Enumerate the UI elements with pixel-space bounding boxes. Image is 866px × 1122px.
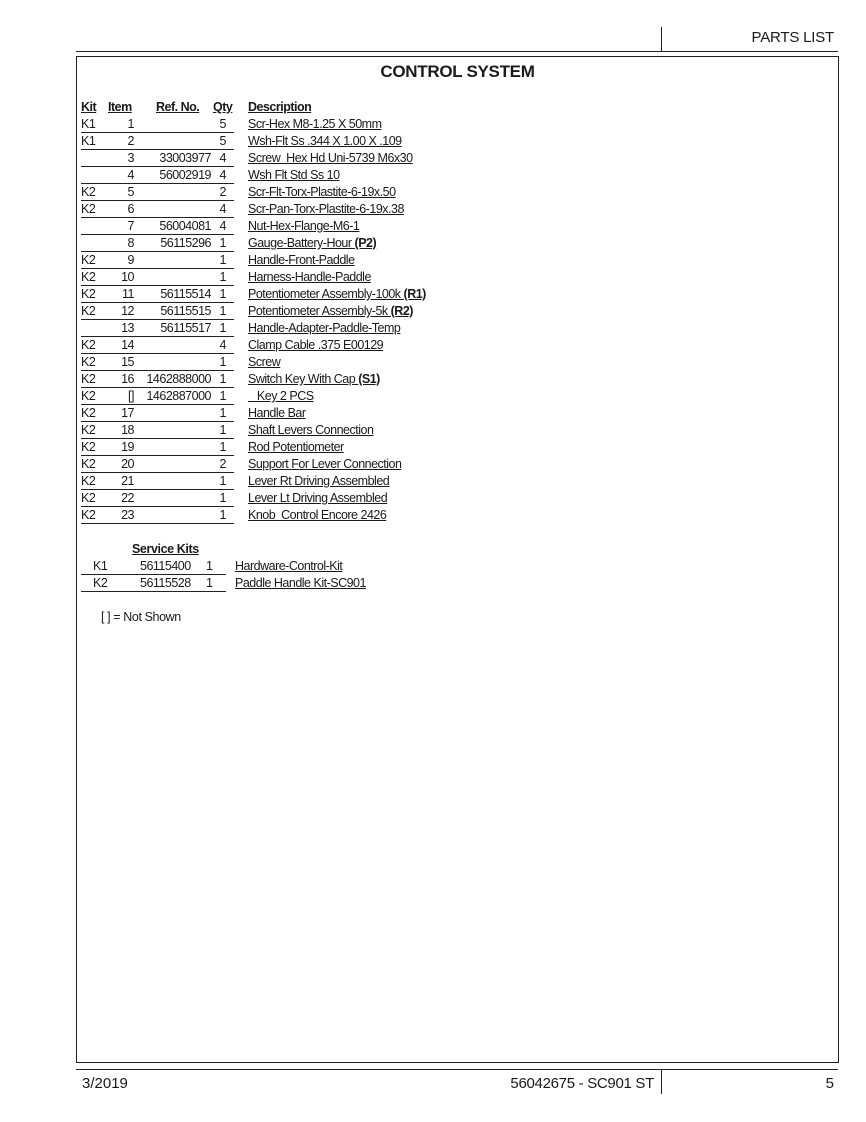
cell-qty: 1 — [219, 270, 226, 284]
cell-qty: 4 — [219, 202, 226, 216]
cell-item: 14 — [121, 338, 134, 352]
cell-description — [248, 457, 401, 471]
cell-item: 11 — [122, 287, 134, 301]
cell-item: 3 — [127, 151, 134, 165]
cell-kit: K1 — [81, 117, 96, 131]
cell-ref: 1462888000 — [146, 372, 211, 386]
description-text: Switch Key With Cap — [248, 372, 359, 386]
cell-qty: 1 — [219, 406, 226, 420]
cell-kit: K2 — [81, 389, 96, 403]
description-text: Support For Lever Connection — [248, 457, 402, 471]
table-row — [0, 338, 866, 354]
table-row — [0, 508, 866, 524]
col-item: Item — [108, 100, 132, 114]
reference-tag: (R1) — [403, 287, 426, 301]
row-underline — [81, 183, 234, 184]
cell-item: 2 — [127, 134, 134, 148]
table-row — [0, 219, 866, 235]
row-underline — [81, 438, 234, 439]
description-text: Harness-Handle-Paddle — [248, 270, 371, 284]
cell-qty: 1 — [219, 423, 226, 437]
cell-item: 6 — [127, 202, 134, 216]
row-underline — [81, 421, 234, 422]
cell-qty: 1 — [219, 304, 226, 318]
cell-qty: 4 — [219, 151, 226, 165]
description-text: Scr-Pan-Torx-Plastite-6-19x.38 — [248, 202, 404, 216]
cell-item: 13 — [121, 321, 134, 335]
row-underline — [81, 370, 234, 371]
description-text: Scr-Flt-Torx-Plastite-6-19x.50 — [248, 185, 396, 199]
row-underline — [81, 506, 234, 507]
cell-qty: 2 — [219, 185, 226, 199]
cell-kit: K2 — [81, 287, 96, 301]
cell-kit: K2 — [81, 270, 96, 284]
cell-item: 19 — [121, 440, 134, 454]
service-kit-row — [0, 576, 866, 592]
cell-kit: K2 — [81, 338, 96, 352]
not-shown-note: [ ] = Not Shown — [101, 610, 181, 624]
table-row — [0, 372, 866, 388]
cell-qty: 1 — [219, 236, 226, 250]
cell-qty: 4 — [219, 168, 226, 182]
description-text: Gauge-Battery-Hour — [248, 236, 355, 250]
row-underline — [81, 200, 234, 201]
cell-item: 23 — [121, 508, 134, 522]
cell-kit: K2 — [81, 508, 96, 522]
description-text: Handle-Adapter-Paddle-Temp — [248, 321, 401, 335]
cell-description — [248, 134, 402, 148]
cell-kit: K2 — [81, 253, 96, 267]
footer-document-number: 56042675 - SC901 ST — [510, 1075, 654, 1092]
cell-kit: K1 — [81, 134, 96, 148]
cell-ref: 56115296 — [160, 236, 211, 250]
row-underline — [81, 455, 234, 456]
row-underline — [81, 472, 234, 473]
cell-kit: K2 — [81, 440, 96, 454]
table-row — [0, 270, 866, 286]
cell-item: 7 — [127, 219, 134, 233]
table-row — [0, 389, 866, 405]
service-kit-qty: 1 — [206, 559, 213, 573]
description-text: Key 2 PCS — [248, 389, 314, 403]
table-row — [0, 253, 866, 269]
table-row — [0, 134, 866, 150]
col-ref: Ref. No. — [156, 100, 200, 114]
cell-description — [248, 338, 383, 352]
table-row — [0, 168, 866, 184]
row-underline — [81, 132, 234, 133]
table-row — [0, 321, 866, 337]
service-kit-id: K1 — [93, 559, 108, 573]
row-underline — [81, 336, 234, 337]
row-underline — [81, 302, 234, 303]
cell-qty: 1 — [219, 491, 226, 505]
row-underline — [81, 217, 234, 218]
cell-item: 22 — [121, 491, 134, 505]
cell-description — [248, 372, 380, 386]
service-kit-row — [0, 559, 866, 575]
cell-item: 21 — [121, 474, 134, 488]
description-text: Wsh-Flt Ss .344 X 1.00 X .109 — [248, 134, 402, 148]
cell-qty: 1 — [219, 321, 226, 335]
row-underline — [81, 591, 226, 592]
cell-item: 1 — [127, 117, 134, 131]
cell-kit: K2 — [81, 202, 96, 216]
cell-description — [248, 253, 355, 267]
cell-qty: 1 — [219, 355, 226, 369]
cell-kit: K2 — [81, 185, 96, 199]
table-row — [0, 151, 866, 167]
service-kit-ref: 56115400 — [140, 559, 191, 573]
cell-item: 15 — [121, 355, 134, 369]
cell-qty: 4 — [219, 219, 226, 233]
service-kit-desc: Hardware-Control-Kit — [235, 559, 343, 573]
cell-kit: K2 — [81, 423, 96, 437]
footer-page-number: 5 — [825, 1075, 834, 1092]
col-qty: Qty — [213, 100, 233, 114]
cell-item: 18 — [121, 423, 134, 437]
description-text: Handle-Front-Paddle — [248, 253, 355, 267]
row-underline — [81, 489, 234, 490]
service-kit-ref: 56115528 — [140, 576, 191, 590]
cell-description — [248, 508, 386, 522]
cell-description — [248, 185, 396, 199]
cell-description — [248, 202, 404, 216]
cell-qty: 1 — [219, 389, 226, 403]
footer-rule — [76, 1069, 838, 1070]
row-underline — [81, 574, 226, 575]
service-kit-qty: 1 — [206, 576, 213, 590]
description-text: Shaft Levers Connection — [248, 423, 374, 437]
table-row — [0, 406, 866, 422]
row-underline — [81, 149, 234, 150]
col-kit: Kit — [81, 100, 97, 114]
cell-description — [248, 491, 387, 505]
page-title: CONTROL SYSTEM — [380, 62, 535, 81]
cell-description — [248, 321, 400, 335]
description-text: Handle Bar — [248, 406, 306, 420]
row-underline — [81, 166, 234, 167]
cell-description — [248, 287, 426, 301]
description-text: Clamp Cable .375 E00129 — [248, 338, 384, 352]
header-section-label: PARTS LIST — [751, 29, 834, 46]
description-text: Nut-Hex-Flange-M6-1 — [248, 219, 360, 233]
cell-description — [248, 355, 280, 369]
cell-item: 17 — [121, 406, 134, 420]
cell-kit: K2 — [81, 304, 96, 318]
row-underline — [81, 234, 234, 235]
cell-description — [248, 168, 340, 182]
table-row — [0, 304, 866, 320]
cell-description — [248, 270, 371, 284]
cell-qty: 4 — [219, 338, 226, 352]
table-row — [0, 491, 866, 507]
description-text: Lever Rt Driving Assembled — [248, 474, 390, 488]
cell-kit: K2 — [81, 372, 96, 386]
cell-kit: K2 — [81, 457, 96, 471]
table-row — [0, 185, 866, 201]
description-text: Knob Control Encore 2426 — [248, 508, 387, 522]
table-row — [0, 117, 866, 133]
cell-ref: 56004081 — [159, 219, 211, 233]
table-row — [0, 457, 866, 473]
table-row — [0, 236, 866, 252]
description-text: Potentiometer Assembly-5k — [248, 304, 391, 318]
col-desc: Description — [248, 100, 312, 114]
cell-ref: 56115514 — [160, 287, 211, 301]
cell-qty: 1 — [219, 508, 226, 522]
cell-kit: K2 — [81, 474, 96, 488]
description-text: Scr-Hex M8-1.25 X 50mm — [248, 117, 382, 131]
cell-ref: 56115517 — [160, 321, 211, 335]
cell-qty: 5 — [219, 134, 226, 148]
cell-qty: 1 — [219, 253, 226, 267]
cell-qty: 5 — [219, 117, 226, 131]
description-text: Screw Hex Hd Uni-5739 M6x30 — [248, 151, 413, 165]
cell-item: [] — [128, 389, 134, 403]
table-row — [0, 423, 866, 439]
service-kit-id: K2 — [93, 576, 108, 590]
row-underline — [81, 523, 234, 524]
cell-item: 9 — [127, 253, 134, 267]
table-header — [0, 100, 866, 116]
service-kit-desc: Paddle Handle Kit-SC901 — [235, 576, 366, 590]
footer-date: 3/2019 — [82, 1075, 128, 1092]
row-underline — [81, 251, 234, 252]
table-row — [0, 287, 866, 303]
cell-description — [248, 304, 413, 318]
service-kits-title: Service Kits — [132, 542, 199, 556]
description-text: Screw — [248, 355, 281, 369]
cell-qty: 2 — [219, 457, 226, 471]
cell-description — [248, 151, 413, 165]
description-text: Wsh Flt Std Ss 10 — [248, 168, 340, 182]
description-text: Lever Lt Driving Assembled — [248, 491, 388, 505]
cell-description — [248, 219, 359, 233]
cell-item: 16 — [121, 372, 134, 386]
table-row — [0, 440, 866, 456]
cell-description — [248, 440, 344, 454]
cell-qty: 1 — [219, 287, 226, 301]
cell-kit: K2 — [81, 406, 96, 420]
cell-item: 8 — [127, 236, 134, 250]
reference-tag: (S1) — [358, 372, 380, 386]
row-underline — [81, 387, 234, 388]
cell-ref: 56115515 — [160, 304, 211, 318]
description-text: Rod Potentiometer — [248, 440, 344, 454]
cell-ref: 33003977 — [159, 151, 211, 165]
table-row — [0, 202, 866, 218]
header-rule — [76, 51, 838, 52]
cell-kit: K2 — [81, 491, 96, 505]
row-underline — [81, 285, 234, 286]
cell-qty: 1 — [219, 474, 226, 488]
cell-description — [248, 423, 373, 437]
cell-description — [248, 236, 376, 250]
table-row — [0, 355, 866, 371]
cell-description — [248, 389, 314, 403]
cell-kit: K2 — [81, 355, 96, 369]
row-underline — [81, 268, 234, 269]
cell-item: 4 — [127, 168, 134, 182]
row-underline — [81, 404, 234, 405]
cell-description — [248, 474, 389, 488]
cell-item: 12 — [121, 304, 134, 318]
cell-item: 10 — [121, 270, 134, 284]
cell-description — [248, 406, 306, 420]
reference-tag: (R2) — [390, 304, 413, 318]
cell-item: 5 — [127, 185, 134, 199]
description-text: Potentiometer Assembly-100k — [248, 287, 404, 301]
cell-ref: 56002919 — [159, 168, 211, 182]
cell-qty: 1 — [219, 372, 226, 386]
table-row — [0, 474, 866, 490]
cell-ref: 1462887000 — [146, 389, 211, 403]
cell-qty: 1 — [219, 440, 226, 454]
cell-description — [248, 117, 381, 131]
cell-item: 20 — [121, 457, 134, 471]
row-underline — [81, 353, 234, 354]
reference-tag: (P2) — [354, 236, 377, 250]
row-underline — [81, 319, 234, 320]
